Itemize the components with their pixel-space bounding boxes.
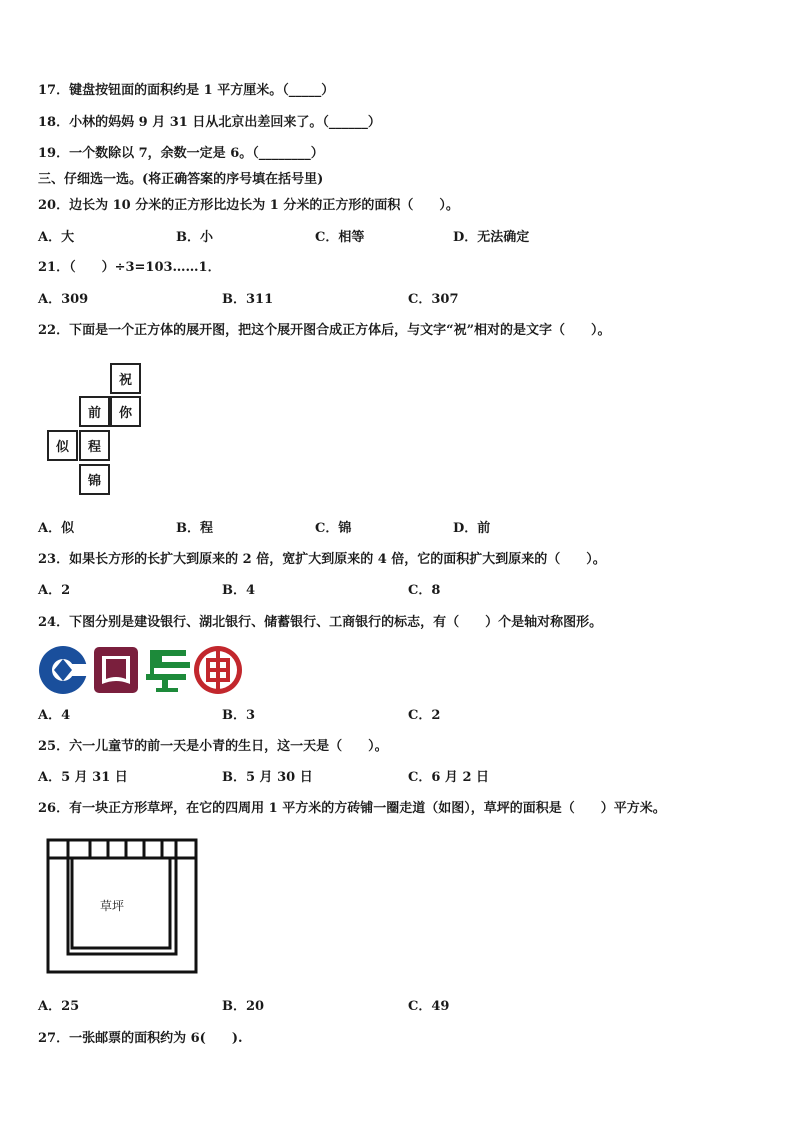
q22-option-c: C．锦 xyxy=(315,521,352,536)
question-22: 22．下面是一个正方体的展开图，把这个展开图合成正方体后，与文字“祝”相对的是文字（ ）。 xyxy=(38,323,611,338)
q21-option-a: A．309 xyxy=(38,292,89,307)
q26-option-b: B．20 xyxy=(222,999,265,1014)
q23-option-c: C．8 xyxy=(408,583,441,598)
q20-option-b: B．小 xyxy=(176,230,213,245)
lawn-label: 草坪 xyxy=(100,899,125,913)
net-cell-jin: 锦 xyxy=(79,464,110,495)
q20-option-a: A．大 xyxy=(38,230,75,245)
postal-savings-logo xyxy=(146,650,190,692)
q24-option-a: A．4 xyxy=(38,708,71,723)
question-20: 20．边长为 10 分米的正方形比边长为 1 分米的正方形的面积（ ）。 xyxy=(38,198,459,213)
question-17: 17．键盘按钮面的面积约是 1 平方厘米。（_____） xyxy=(38,83,335,98)
question-18: 18．小林的妈妈 9 月 31 日从北京出差回来了。（______） xyxy=(38,115,381,130)
q21-option-b: B．311 xyxy=(222,292,274,307)
net-cell-qian: 前 xyxy=(79,396,110,427)
q22-option-a: A．似 xyxy=(38,521,75,536)
icbc-logo xyxy=(194,646,242,694)
q25-option-a: A．5 月 31 日 xyxy=(38,770,128,785)
q21-option-c: C．307 xyxy=(408,292,459,307)
q22-option-b: B．程 xyxy=(176,521,213,536)
q24-option-c: C．2 xyxy=(408,708,441,723)
question-24: 24．下图分别是建设银行、湖北银行、储蓄银行、工商银行的标志，有（ ）个是轴对称图形。 xyxy=(38,615,603,630)
net-cell-cheng: 程 xyxy=(79,430,110,461)
cube-net-figure xyxy=(44,360,154,500)
question-23: 23．如果长方形的长扩大到原来的 2 倍，宽扩大到原来的 4 倍，它的面积扩大到原来的（ ）。 xyxy=(38,552,606,567)
net-cell-ni: 你 xyxy=(110,396,141,427)
q24-option-b: B．3 xyxy=(222,708,256,723)
question-19: 19．一个数除以 7，余数一定是 6。（________） xyxy=(38,146,324,161)
q20-option-c: C．相等 xyxy=(315,230,365,245)
question-21: 21．（ ）÷3=103……1． xyxy=(38,260,221,275)
net-cell-zhu: 祝 xyxy=(110,363,141,394)
q23-option-b: B．4 xyxy=(222,583,256,598)
hubei-bank-logo xyxy=(94,647,138,693)
question-27: 27．一张邮票的面积约为 6( ). xyxy=(38,1031,243,1046)
q20-option-d: D．无法确定 xyxy=(453,230,530,245)
net-cell-si: 似 xyxy=(47,430,78,461)
q26-option-a: A．25 xyxy=(38,999,80,1014)
q25-option-b: B．5 月 30 日 xyxy=(222,770,313,785)
ccb-logo xyxy=(39,646,89,694)
question-26: 26．有一块正方形草坪，在它的四周用 1 平方米的方砖铺一圈走道（如图），草坪的面积是（ ）平方米。 xyxy=(38,801,666,816)
section-3-heading: 三、仔细选一选。(将正确答案的序号填在括号里) xyxy=(38,172,324,187)
bank-logos-figure xyxy=(38,644,248,696)
q25-option-c: C．6 月 2 日 xyxy=(408,770,490,785)
question-25: 25．六一儿童节的前一天是小青的生日，这一天是（ ）。 xyxy=(38,739,388,754)
q26-option-c: C．49 xyxy=(408,999,450,1014)
q23-option-a: A．2 xyxy=(38,583,71,598)
q22-option-d: D．前 xyxy=(453,521,491,536)
